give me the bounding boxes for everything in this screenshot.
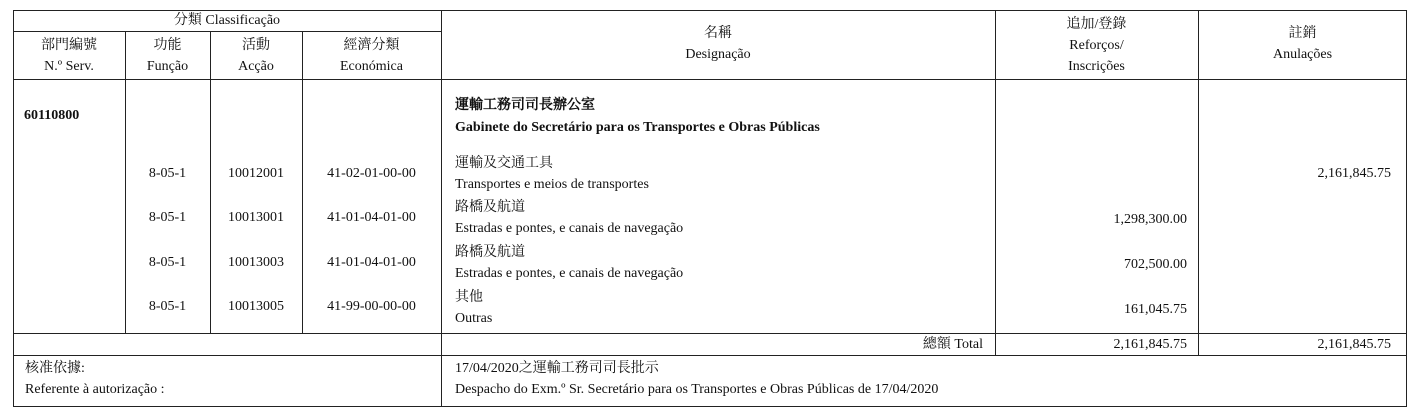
authorization-text-zh: 17/04/2020之運輸工務司司長批示 bbox=[455, 361, 659, 376]
row-economica: 41-01-04-01-00 bbox=[327, 210, 416, 225]
header-func-zh: 功能 bbox=[153, 38, 182, 53]
office-code: 60110800 bbox=[24, 108, 80, 123]
row-accao: 10012001 bbox=[228, 166, 284, 181]
row-reforco: 161,045.75 bbox=[1124, 302, 1187, 317]
header-classification: 分類 Classificação bbox=[173, 13, 281, 28]
row-name-pt: Estradas e pontes, e canais de navegação bbox=[455, 266, 684, 281]
header-anulacoes-pt: Anulações bbox=[1272, 47, 1333, 62]
row-economica: 41-99-00-00-00 bbox=[327, 299, 416, 314]
office-name-zh: 運輸工務司司長辦公室 bbox=[455, 98, 595, 113]
total-label: 總額 Total bbox=[922, 337, 983, 352]
total-anulacoes: 2,161,845.75 bbox=[1317, 337, 1391, 352]
row-anulacao: 2,161,845.75 bbox=[1317, 166, 1391, 181]
row-economica: 41-02-01-00-00 bbox=[327, 166, 416, 181]
header-anulacoes-zh: 註銷 bbox=[1288, 26, 1317, 41]
row-reforco: 1,298,300.00 bbox=[1113, 212, 1187, 227]
authorization-label-zh: 核准依據: bbox=[25, 361, 85, 376]
row-name-zh: 運輸及交通工具 bbox=[455, 156, 553, 171]
authorization-label-pt: Referente à autorização : bbox=[25, 382, 165, 397]
row-reforco: 702,500.00 bbox=[1124, 257, 1187, 272]
header-dept-zh: 部門編號 bbox=[41, 38, 97, 53]
row-name-pt: Outras bbox=[455, 311, 493, 326]
row-name-pt: Estradas e pontes, e canais de navegação bbox=[455, 221, 684, 236]
row-name-pt: Transportes e meios de transportes bbox=[455, 177, 649, 192]
row-name-zh: 其他 bbox=[455, 290, 483, 305]
row-funcao: 8-05-1 bbox=[148, 166, 187, 181]
row-funcao: 8-05-1 bbox=[148, 299, 187, 314]
header-designation-zh: 名稱 bbox=[704, 26, 732, 41]
header-accao-pt: Acção bbox=[238, 59, 274, 74]
header-dept-pt: N.º Serv. bbox=[44, 59, 94, 74]
row-economica: 41-01-04-01-00 bbox=[327, 255, 416, 270]
row-accao: 10013005 bbox=[228, 299, 284, 314]
header-econ-zh: 經濟分類 bbox=[343, 38, 400, 53]
office-name-pt: Gabinete do Secretário para os Transportes e Obras Públicas bbox=[455, 120, 820, 135]
header-econ-pt: Económica bbox=[340, 59, 403, 74]
row-funcao: 8-05-1 bbox=[148, 210, 187, 225]
header-func-pt: Função bbox=[146, 59, 189, 74]
row-name-zh: 路橋及航道 bbox=[455, 200, 525, 215]
row-accao: 10013003 bbox=[228, 255, 284, 270]
row-name-zh: 路橋及航道 bbox=[455, 245, 525, 260]
header-designation-pt: Designação bbox=[685, 47, 751, 62]
header-reforcos-pt2: Inscrições bbox=[1068, 59, 1125, 74]
row-accao: 10013001 bbox=[228, 210, 284, 225]
header-reforcos-zh: 追加/登錄 bbox=[1066, 17, 1127, 32]
header-accao-zh: 活動 bbox=[242, 38, 270, 53]
header-reforcos-pt1: Reforços/ bbox=[1069, 38, 1124, 53]
total-reforcos: 2,161,845.75 bbox=[1113, 337, 1187, 352]
authorization-text-pt: Despacho do Exm.º Sr. Secretário para os Transportes e Obras Públicas de 17/04/2020 bbox=[455, 382, 939, 397]
row-funcao: 8-05-1 bbox=[148, 255, 187, 270]
